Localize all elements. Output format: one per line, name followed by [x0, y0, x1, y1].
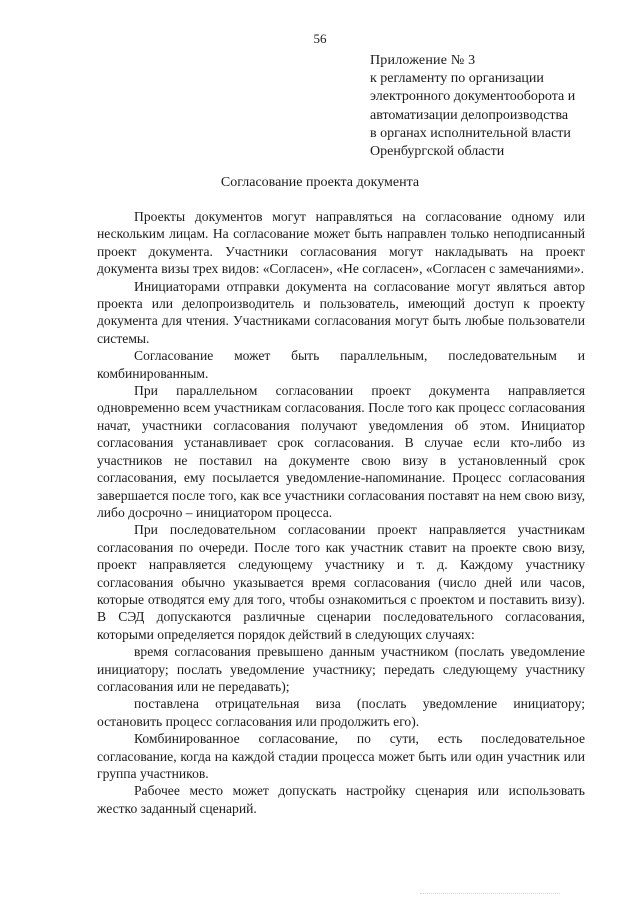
paragraph: Проекты документов могут направляться на согласование одному или нескольким лицам. На согласование может быть направлен только неподписанный проект документа. Участники согласования могут накладывать на проект документа визы трех видов: «Согласен», «Не согласен», «Согласен с замечаниями».	[97, 209, 585, 277]
appendix-line: автоматизации делопроизводства	[370, 107, 569, 123]
appendix-line: к регламенту по организации	[370, 71, 544, 87]
list-paragraph: поставлена отрицательная виза (послать уведомление инициатору; остановить процесс согласования или продолжить его).	[97, 696, 585, 729]
paragraph: При последовательном согласовании проект направляется участникам согласования по очереди. После того как участник ставит на проекте свою визу, проект направляется следующему участнику и т. д. Каждому участнику согласования обычно указывается время согласования (число дней или часов, которые отводятся ему для того, чтобы ознакомиться с проектом и поставить визу). В СЭД допускаются различные сценарии последовательного согласования, которыми определяется порядок действий в следующих случаях:	[97, 522, 585, 642]
paragraph: Рабочее место может допускать настройку сценария или использовать жестко заданный сценарий.	[97, 783, 585, 816]
body-text	[97, 208, 585, 817]
paragraph: Инициаторами отправки документа на согласование могут являться автор проекта или делопроизводитель и пользователь, имеющий доступ к проекту документа для чтения. Участниками согласования могут быть любые пользователи системы.	[97, 278, 585, 346]
paragraph: Согласование может быть параллельным, последовательным и комбинированным.	[97, 348, 585, 381]
appendix-title: Приложение № 3	[370, 53, 476, 68]
list-paragraph: время согласования превышено данным участником (послать уведомление инициатору; послать уведомление участнику; передать следующему участнику согласования или не передавать);	[97, 644, 585, 694]
appendix-line: в органах исполнительной власти	[370, 125, 571, 141]
page-number: 56	[313, 31, 327, 46]
paragraph: При параллельном согласовании проект документа направляется одновременно всем участникам согласования. После того как процесс согласования начат, участники согласования получают уведомления об этом. Инициатор согласования устанавливает срок согласования. В случае если кто-либо из участников не поставил на документе свою визу в установленный срок согласования, ему посылается уведомление-напоминание. Процесс согласования завершается после того, как все участники согласования поставят на нем свою визу, либо досрочно – инициатором процесса.	[97, 383, 585, 520]
appendix-line: Оренбургской области	[370, 144, 505, 160]
appendix-block	[370, 52, 632, 161]
paragraph: Комбинированное согласование, по сути, есть последовательное согласование, когда на каждой стадии процесса может быть или один участник или группа участников.	[97, 731, 585, 781]
scan-artifact	[420, 893, 560, 898]
appendix-line: электронного документооборота и	[370, 89, 576, 105]
section-heading: Согласование проекта документа	[220, 175, 420, 190]
